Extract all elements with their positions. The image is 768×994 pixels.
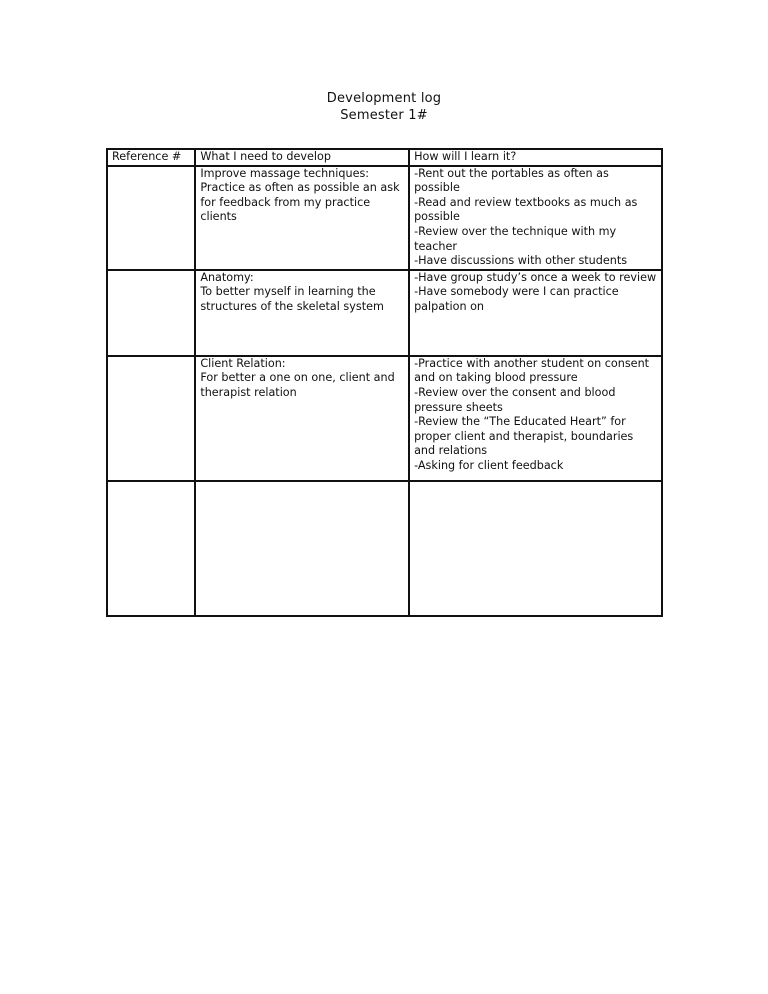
- learn-cell: [409, 270, 662, 356]
- develop-topic: Improve massage techniques:: [200, 166, 370, 180]
- table-row: [107, 481, 662, 616]
- table-row: [107, 356, 662, 481]
- header-how-to-learn: How will I learn it?: [409, 149, 662, 166]
- learn-item: -Review over the consent and blood pressure sheets: [414, 385, 616, 414]
- develop-detail: For better a one on one, client and therapist relation: [200, 371, 395, 399]
- document-title: Development log: [326, 91, 442, 106]
- header-what-to-develop: What I need to develop: [195, 149, 409, 166]
- learn-item: -Have discussions with other students: [414, 254, 628, 268]
- development-log-table: [106, 148, 663, 617]
- reference-cell: [107, 166, 195, 270]
- header-reference: Reference #: [107, 149, 195, 166]
- learn-item: -Review over the technique with my teacher: [414, 224, 617, 253]
- learn-item: -Asking for client feedback: [414, 458, 564, 472]
- learn-cell: [409, 166, 662, 270]
- learn-item: -Have somebody were I can practice palpation on: [414, 285, 619, 313]
- table-row: [107, 166, 662, 270]
- learn-item: -Practice with another student on consent and on taking blood pressure: [414, 356, 650, 385]
- develop-detail: Practice as often as possible an ask for feedback from my practice clients: [200, 181, 400, 224]
- table-row: [107, 270, 662, 356]
- reference-cell: [107, 270, 195, 356]
- develop-topic: Anatomy:: [200, 270, 254, 284]
- learn-item: -Review the “The Educated Heart” for proper client and therapist, boundaries and relations: [414, 415, 634, 458]
- develop-cell: [195, 166, 409, 270]
- develop-detail: To better myself in learning the structures of the skeletal system: [200, 285, 384, 313]
- reference-cell: [107, 356, 195, 481]
- develop-topic: Client Relation:: [200, 356, 286, 370]
- develop-cell: [195, 481, 409, 616]
- develop-cell: [195, 270, 409, 356]
- develop-cell: [195, 356, 409, 481]
- learn-cell: [409, 356, 662, 481]
- reference-cell: [107, 481, 195, 616]
- document-subtitle: Semester 1#: [340, 108, 428, 123]
- learn-cell: [409, 481, 662, 616]
- learn-item: -Read and review textbooks as much as possible: [414, 195, 638, 224]
- document-header: [0, 90, 768, 124]
- table-header-row: [107, 149, 662, 166]
- learn-item: -Rent out the portables as often as possible: [414, 166, 609, 195]
- learn-item: -Have group study’s once a week to review: [414, 270, 657, 284]
